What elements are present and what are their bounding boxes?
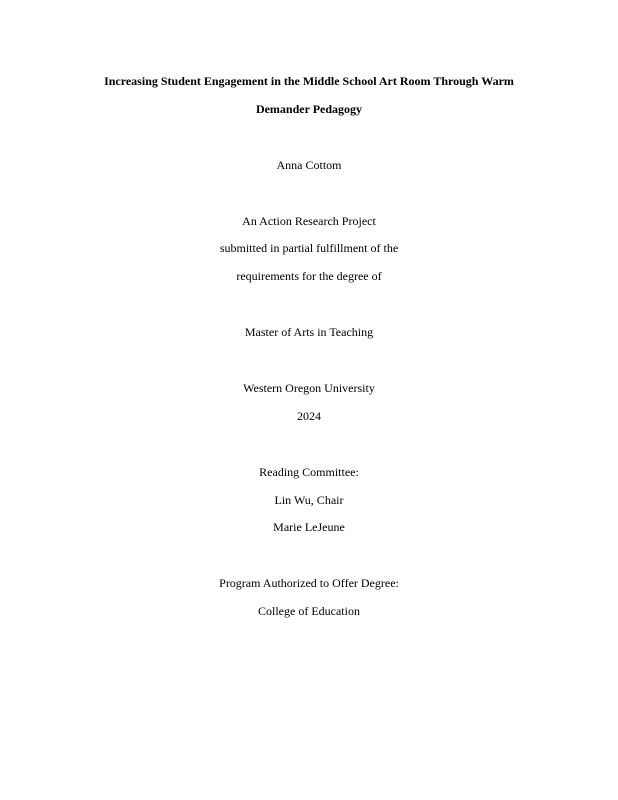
project-line-3: requirements for the degree of — [236, 269, 382, 283]
title-line-2: Demander Pedagogy — [255, 102, 363, 116]
committee-heading: Reading Committee: — [259, 465, 359, 479]
committee-member-chair: Lin Wu, Chair — [274, 493, 344, 507]
committee-member: Marie LeJeune — [273, 520, 345, 534]
title-line-1: Increasing Student Engagement in the Middle School Art Room Through Warm — [104, 74, 514, 88]
author-name: Anna Cottom — [276, 158, 342, 172]
program-heading: Program Authorized to Offer Degree: — [219, 576, 399, 590]
degree-name: Master of Arts in Teaching — [244, 325, 374, 339]
project-line-2: submitted in partial fulfillment of the — [219, 241, 399, 255]
institution-name: Western Oregon University — [243, 381, 375, 395]
program-name: College of Education — [258, 604, 360, 618]
project-line-1: An Action Research Project — [242, 214, 376, 228]
year: 2024 — [297, 409, 321, 423]
